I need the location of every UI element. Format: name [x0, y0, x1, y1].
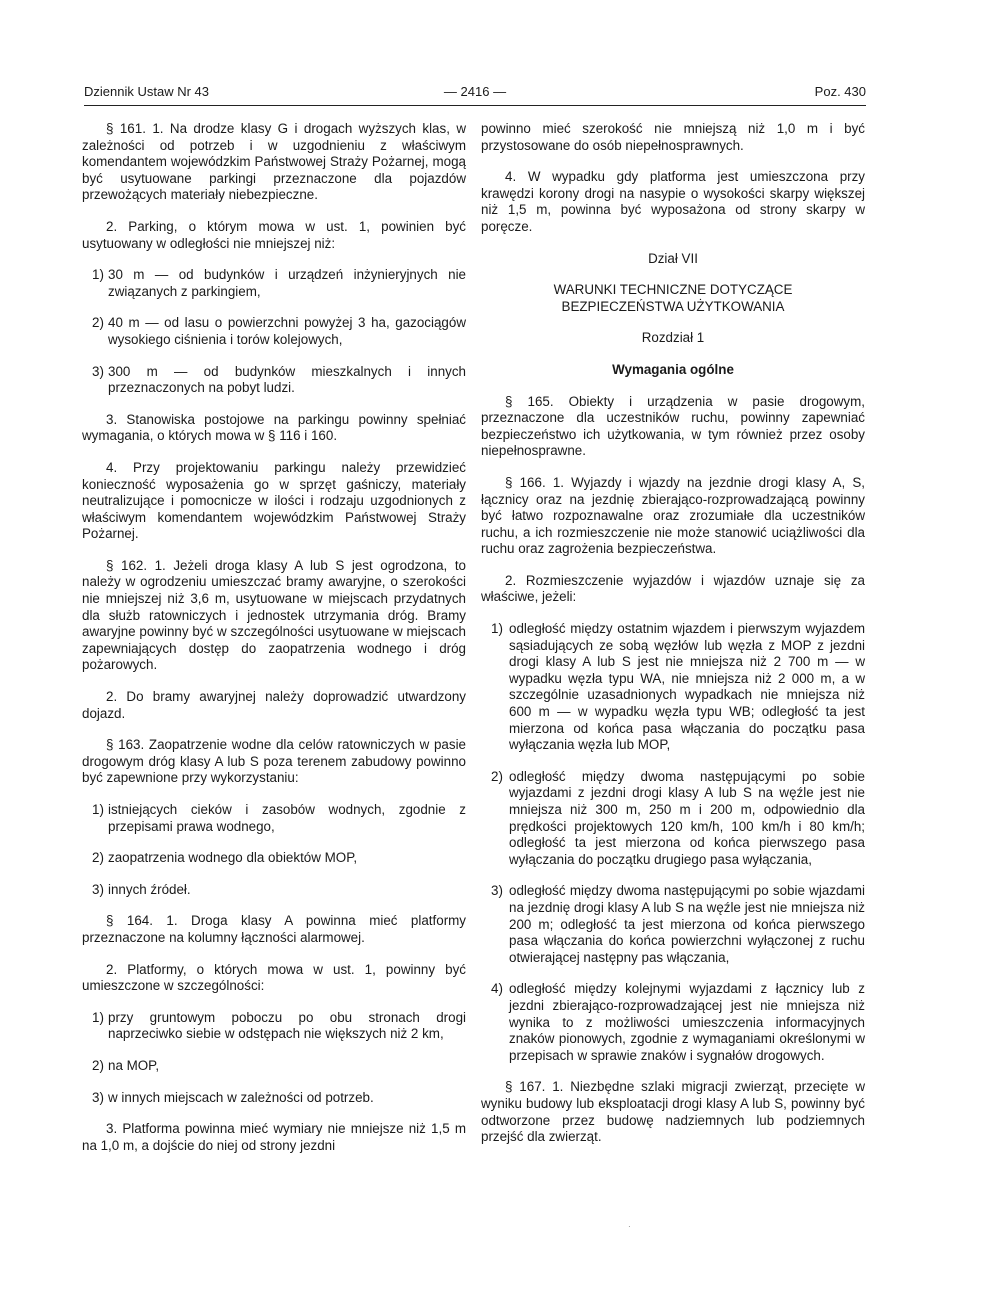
list-item: 3) odległość między dwoma następującymi po sobie wjazdami na jezdnię drogi klasy A lub S na węźle jest nie mniejsza niż 200 m; odległość ta jest mierzona od końca pierwszego pasa włączania do końca powierzchni wyłączonej z ruchu otwierającej następny pas włączania, — [491, 883, 865, 965]
paragraph-167-1: § 167. 1. Niezbędne szlaki migracji zwierząt, przecięte w wyniku budowy lub eksploatacji drogi klasy A lub S, powinny być odtworzone przez budowę nadziemnych lub podziemnych przejść dla zwierząt. — [481, 1079, 865, 1145]
journal-title: Dziennik Ustaw Nr 43 — [84, 84, 209, 99]
chapter-title: Wymagania ogólne — [612, 361, 734, 377]
header-rule — [84, 105, 866, 106]
chapter-label: Rozdział 1 — [641, 330, 705, 346]
list-item: 3) w innych miejscach w zależności od potrzeb. — [92, 1089, 374, 1105]
section-label: Dział VII — [648, 250, 698, 266]
paragraph-161-3: 3. Stanowiska postojowe na parkingu powinny spełniać wymagania, o których mowa w § 116 i 160. — [82, 411, 466, 444]
paragraph-161-4: 4. Przy projektowaniu parkingu należy przewidzieć konieczność wyposażenia go w sprzęt gaśniczy, materiały neutralizujące i pomocnicze w ilości i rodzaju uzgodnionych z właściwym komendantem wojewódzkim Państwowej Straży Pożarnej. — [82, 459, 466, 542]
paragraph-161-1: § 161. 1. Na drodze klasy G i drogach wyższych klas, w zależności od potrzeb i w uzgodnieniu z właściwym komendantem wojewódzkim Państwowej Straży Pożarnej, mogą być usytuowane parkingi przeznaczone dla pojazdów przewożących materiały niebezpieczne. — [82, 121, 466, 203]
paragraph-163: § 163. Zaopatrzenie wodne dla celów ratowniczych w pasie drogowym dróg klasy A lub S poza terenem zabudowy powinno być zapewnione przy wykorzystaniu: — [82, 737, 466, 786]
paragraph-164-3-continued: powinno mieć szerokość nie mniejszą niż 1,0 m i być przystosowane do osób niepełnosprawnych. — [481, 121, 865, 153]
list-item: 1) przy gruntowym poboczu po obu stronach drogi naprzeciwko siebie w odstępach nie większych niż 2 km, — [92, 1009, 466, 1042]
paragraph-164-3: 3. Platforma powinna mieć wymiary nie mniejsze niż 1,5 m na 1,0 m, a dojście do niej od strony jezdni — [82, 1121, 466, 1153]
list-item: 1) odległość między ostatnim wjazdem i pierwszym wyjazdem sąsiadujących ze sobą węzłów lub węzła z MOP z jezdni drogi klasy A lub S jest nie mniejsza niż 2 700 m — w wypadku węzła typu WA, nie mniejsza niż 2 000 m, a w szczególnie uzasadnionych wypadkach nie mniejsza niż 600 m — w wypadku węzła typu WB; odległość ta jest mierzona od końca pasa włączania do początku pasa wyłączania węzła lub MOP, — [491, 621, 865, 753]
paragraph-166-2: 2. Rozmieszczenie wyjazdów i wjazdów uznaje się za właściwe, jeżeli: — [481, 572, 865, 605]
section-title-line-1: WARUNKI TECHNICZNE DOTYCZĄCE — [553, 282, 793, 298]
list-item: 1) 30 m — od budynków i urządzeń inżynieryjnych nie związanych z parkingiem, — [92, 267, 466, 299]
page-number: — 2416 — — [443, 84, 507, 99]
paragraph-164-1: § 164. 1. Droga klasy A powinna mieć platformy przeznaczone na kolumny łączności alarmowej. — [82, 913, 466, 945]
paragraph-164-2: 2. Platformy, o których mowa w ust. 1, powinny być umieszczone w szczególności: — [82, 961, 466, 994]
list-item: 4) odległość między kolejnymi wyjazdami z łącznicy lub z jezdni zbierająco-rozprowadzającej jest nie mniejsza niż wynika to z możliwości umieszczenia informacyjnych znaków pionowych, zgodnie z wymaganiami określonymi w przepisach w sprawie znaków i sygnałów drogowych. — [491, 981, 865, 1063]
paragraph-161-2: 2. Parking, o którym mowa w ust. 1, powinien być usytuowany w odległości nie mniejszej niż: — [82, 218, 466, 251]
list-item: 2) 40 m — od lasu o powierzchni powyżej 3 ha, gazociągów wysokiego ciśnienia i torów kolejowych, — [92, 315, 466, 347]
position-number: Poz. 430 — [814, 84, 866, 99]
scan-speck: · — [628, 1222, 631, 1231]
list-item: 3) innych źródeł. — [92, 881, 191, 897]
list-item: 2) zaopatrzenia wodnego dla obiektów MOP, — [92, 850, 358, 866]
paragraph-162-2: 2. Do bramy awaryjnej należy doprowadzić utwardzony dojazd. — [82, 689, 466, 721]
paragraph-162-1: § 162. 1. Jeżeli droga klasy A lub S jest ogrodzona, to należy w ogrodzeniu umieszczać bramy awaryjne, o szerokości nie mniejszej niż 3,6 m, usytuowane w miejscach przydatnych dla służb ratowniczych i jednostek utrzymania dróg. Bramy awaryjne powinny być w szczególności usytuowane w miejscach zapewniających dostęp do zaopatrzenia wodnego i dróg pożarowych. — [82, 557, 466, 673]
list-item: 1) istniejących cieków i zasobów wodnych, zgodnie z przepisami prawa wodnego, — [92, 802, 466, 834]
left-column — [82, 121, 466, 1169]
right-column — [481, 121, 865, 1161]
page-header — [84, 84, 866, 106]
list-item: 3) 300 m — od budynków mieszkalnych i innych przeznaczonych na pobyt ludzi. — [92, 363, 466, 396]
paragraph-164-4: 4. W wypadku gdy platforma jest umieszczona przy krawędzi korony drogi na nasypie o wysokości skarpy większej niż 1,5 m, powinna być wyposażona od strony skarpy w poręcze. — [481, 169, 865, 234]
section-title-line-2: BEZPIECZEŃSTWA UŻYTKOWANIA — [561, 298, 785, 314]
list-item: 2) odległość między dwoma następującymi po sobie wyjazdami z jezdni drogi klasy A lub S na węźle jest nie mniejsza niż 300 m, 250 m i 200 m, odpowiednio dla prędkości projektowych 120 km/h, 100 km/h i 80 km/h; odległość ta jest mierzona od końca pierwszego pasa wyłączania do początku drugiego pasa wyłączania, — [491, 768, 865, 867]
list-item: 2) na MOP, — [92, 1057, 160, 1073]
paragraph-166-1: § 166. 1. Wyjazdy i wjazdy na jezdnie drogi klasy A, S, łącznicy oraz na jezdnię zbierająco-rozprowadzającą powinny być łatwo rozpoznawalne oraz zrozumiałe dla uczestników ruchu, a ich rozmieszczenie nie może stanowić uciążliwości dla ruchu oraz zagrożenia bezpieczeństwa. — [481, 474, 865, 557]
paragraph-165: § 165. Obiekty i urządzenia w pasie drogowym, przeznaczone dla uczestników ruchu, powinny zapewniać bezpieczeństwo ich użytkowania, w tym również przez osoby niepełnosprawne. — [481, 393, 865, 459]
